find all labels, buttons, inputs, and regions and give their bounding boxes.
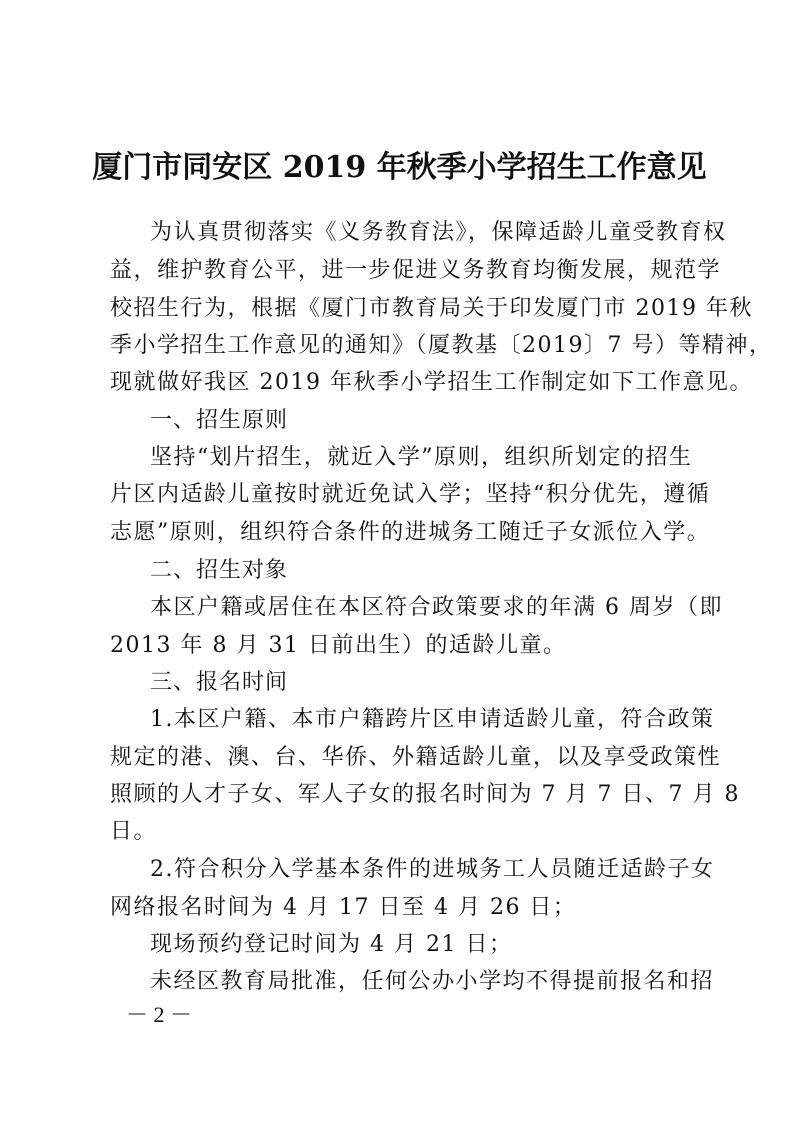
targets-line-1: 本区户籍或居住在本区符合政策要求的年满 6 周岁（即: [150, 595, 723, 620]
section-heading-registration-time: 三、报名时间: [150, 670, 289, 695]
principles-line-1: 坚持“划片招生，就近入学”原则，组织所划定的招生: [150, 445, 693, 470]
registration-line-5: 2.符合积分入学基本条件的进城务工人员随迁适龄子女: [150, 857, 715, 882]
section-heading-targets: 二、招生对象: [150, 558, 289, 583]
intro-line-5: 现就做好我区 2019 年秋季小学招生工作制定如下工作意见。: [110, 370, 753, 395]
registration-line-3: 照顾的人才子女、军人子女的报名时间为 7 月 7 日、7 月 8: [110, 782, 740, 807]
section-heading-principles: 一、招生原则: [150, 408, 289, 433]
registration-line-4: 日。: [110, 819, 158, 844]
page-number: － 2 －: [126, 1002, 193, 1027]
registration-line-8: 未经区教育局批准，任何公办小学均不得提前报名和招: [150, 969, 715, 994]
intro-line-2: 益，维护教育公平，进一步促进义务教育均衡发展，规范学: [110, 258, 722, 283]
principles-line-2: 片区内适龄儿童按时就近免试入学；坚持“积分优先，遵循: [110, 482, 711, 507]
registration-line-7: 现场预约登记时间为 4 月 21 日；: [150, 932, 513, 957]
registration-line-2: 规定的港、澳、台、华侨、外籍适龄儿童，以及享受政策性: [110, 745, 722, 770]
intro-line-1: 为认真贯彻落实《义务教育法》，保障适龄儿童受教育权: [150, 220, 727, 245]
document-title: 厦门市同安区 2019 年秋季小学招生工作意见: [92, 150, 707, 185]
intro-line-3: 校招生行为，根据《厦门市教育局关于印发厦门市 2019 年秋: [110, 296, 753, 321]
targets-line-2: 2013 年 8 月 31 日前出生）的适龄儿童。: [110, 633, 567, 658]
principles-line-3: 志愿”原则，组织符合条件的进城务工随迁子女派位入学。: [110, 520, 711, 545]
registration-line-6: 网络报名时间为 4 月 17 日至 4 月 26 日；: [110, 895, 577, 920]
registration-line-1: 1.本区户籍、本市户籍跨片区申请适龄儿童，符合政策: [150, 707, 715, 732]
intro-line-4: 季小学招生工作意见的通知》（厦教基〔2019〕7 号）等精神，: [110, 333, 773, 358]
